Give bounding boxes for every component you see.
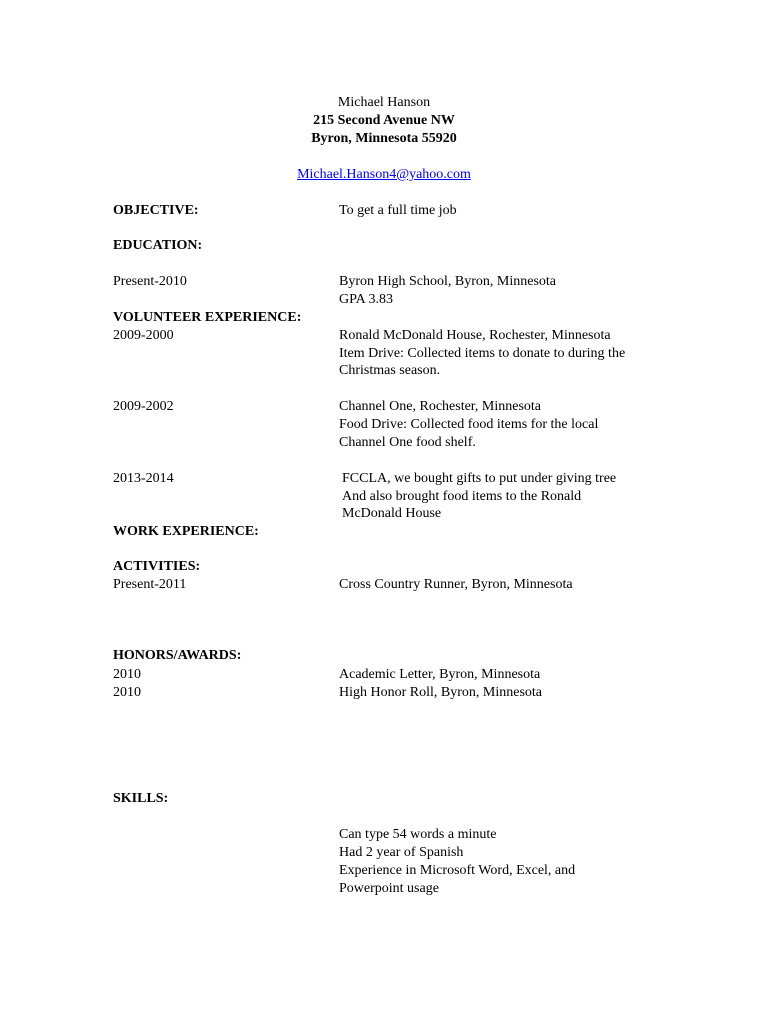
skills-heading: SKILLS: [113, 791, 169, 806]
volunteer-line: McDonald House [342, 506, 442, 521]
volunteer-line: And also brought food items to the Ronald [342, 489, 582, 504]
activities-heading: ACTIVITIES: [113, 559, 201, 574]
volunteer-line: Channel One food shelf. [339, 435, 476, 450]
honors-date: 2010 [113, 667, 141, 682]
honors-text: Academic Letter, Byron, Minnesota [339, 667, 541, 682]
objective-text: To get a full time job [339, 203, 457, 218]
honors-heading: HONORS/AWARDS: [113, 648, 242, 663]
education-school: Byron High School, Byron, Minnesota [339, 274, 556, 289]
resume-name: Michael Hanson [337, 95, 431, 110]
volunteer-line: Item Drive: Collected items to donate to during the [339, 346, 626, 361]
education-heading: EDUCATION: [113, 238, 203, 253]
honors-date: 2010 [113, 685, 141, 700]
skills-line: Had 2 year of Spanish [339, 845, 464, 860]
honors-text: High Honor Roll, Byron, Minnesota [339, 685, 542, 700]
resume-address: 215 Second Avenue NW [313, 113, 455, 128]
volunteer-line: FCCLA, we bought gifts to put under giving tree [342, 471, 617, 486]
work-heading: WORK EXPERIENCE: [113, 524, 259, 539]
volunteer-date: 2013-2014 [113, 471, 174, 486]
email-line [0, 166, 768, 184]
volunteer-line: Channel One, Rochester, Minnesota [339, 399, 542, 414]
volunteer-date: 2009-2000 [113, 328, 174, 343]
objective-heading: OBJECTIVE: [113, 203, 199, 218]
volunteer-line: Food Drive: Collected food items for the local [339, 417, 599, 432]
skills-line: Experience in Microsoft Word, Excel, and [339, 863, 576, 878]
email-link[interactable]: Michael.Hanson4@yahoo.com [297, 167, 471, 182]
activities-date: Present-2011 [113, 577, 187, 592]
activities-text: Cross Country Runner, Byron, Minnesota [339, 577, 573, 592]
skills-line: Can type 54 words a minute [339, 827, 497, 842]
resume-city: Byron, Minnesota 55920 [311, 131, 457, 146]
volunteer-line: Ronald McDonald House, Rochester, Minnesota [339, 328, 611, 343]
skills-line: Powerpoint usage [339, 881, 439, 896]
volunteer-heading: VOLUNTEER EXPERIENCE: [113, 310, 302, 325]
volunteer-line: Christmas season. [339, 363, 441, 378]
education-date: Present-2010 [113, 274, 187, 289]
volunteer-date: 2009-2002 [113, 399, 174, 414]
education-gpa: GPA 3.83 [339, 292, 393, 307]
